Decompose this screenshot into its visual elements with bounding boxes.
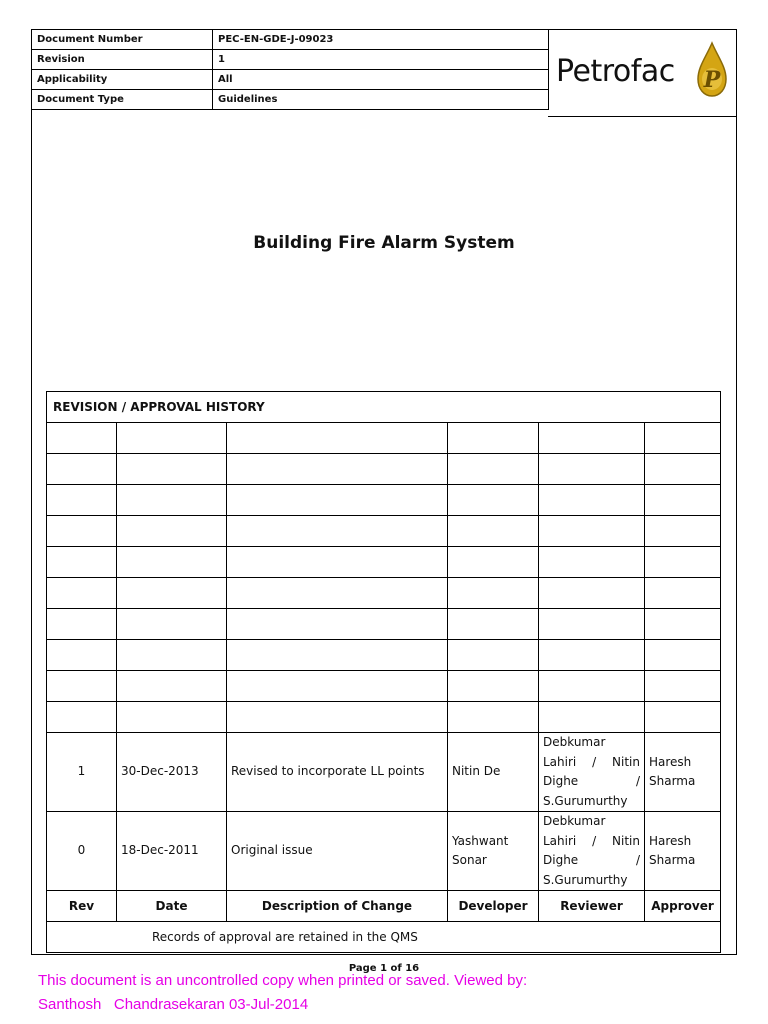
oil-drop-logo-icon: [694, 41, 730, 99]
reviewer-line: Dighe /: [543, 853, 640, 867]
column-header-date: Date: [117, 891, 227, 922]
reviewer-line: Lahiri / Nitin: [543, 754, 640, 769]
reviewer-cell: [539, 812, 645, 891]
blank-row: [47, 516, 721, 547]
info-value: All: [213, 70, 549, 90]
blank-row: [47, 578, 721, 609]
approver-line: Haresh: [649, 833, 692, 848]
reviewer-cell: [539, 733, 645, 812]
approval-note-row: [47, 922, 721, 953]
column-header-reviewer: Reviewer: [539, 891, 645, 922]
column-header-description: Description of Change: [227, 891, 448, 922]
rev-cell: 0: [47, 812, 117, 891]
reviewer-line: Debkumar: [543, 814, 606, 828]
developer-cell: Nitin De: [448, 733, 539, 812]
approver-cell: [645, 812, 721, 891]
petrofac-logo: [548, 29, 737, 117]
approver-line: Haresh: [649, 754, 692, 769]
revision-history-title-row: [47, 392, 721, 423]
column-header-rev: Rev: [47, 891, 117, 922]
column-header-developer: Developer: [448, 891, 539, 922]
info-label: Applicability: [32, 70, 213, 90]
info-label: Document Type: [32, 90, 213, 110]
blank-row: [47, 485, 721, 516]
reviewer-line: Lahiri / Nitin: [543, 833, 640, 848]
blank-row: [47, 547, 721, 578]
developer-cell: [448, 812, 539, 891]
reviewer-line: S.Gurumurthy: [543, 793, 628, 808]
blank-row: [47, 671, 721, 702]
blank-row: [47, 640, 721, 671]
info-value: Guidelines: [213, 90, 549, 110]
logo-letter: P: [703, 67, 721, 93]
page-number: Page 1 of 16: [348, 963, 420, 974]
reviewer-line: S.Gurumurthy: [543, 872, 628, 887]
info-label: Document Number: [32, 30, 213, 50]
document-info-table: [31, 29, 549, 110]
blank-row: [47, 702, 721, 733]
revision-history-title: REVISION / APPROVAL HISTORY: [47, 392, 721, 423]
info-row-revision: [32, 50, 549, 70]
viewer-stamp: Santhosh Chandrasekaran 03-Jul-2014: [38, 996, 309, 1013]
reviewer-line: Debkumar: [543, 735, 606, 749]
info-label: Revision: [32, 50, 213, 70]
info-value: 1: [213, 50, 549, 70]
revision-row-0: [47, 812, 721, 891]
blank-row: [47, 454, 721, 485]
reviewer-line: Dighe /: [543, 774, 640, 788]
description-cell: Revised to incorporate LL points: [227, 733, 448, 812]
developer-line: Sonar: [452, 853, 487, 867]
logo-wordmark: Petrofac: [556, 54, 675, 89]
uncontrolled-copy-notice: This document is an uncontrolled copy when printed or saved. Viewed by:: [38, 972, 528, 989]
blank-row: [47, 609, 721, 640]
description-cell: Original issue: [227, 812, 448, 891]
approver-line: Sharma: [649, 774, 696, 788]
column-header-row: [47, 891, 721, 922]
approval-note: Records of approval are retained in the QMS: [47, 922, 721, 953]
revision-row-1: [47, 733, 721, 812]
rev-cell: 1: [47, 733, 117, 812]
column-header-approver: Approver: [645, 891, 721, 922]
approver-cell: [645, 733, 721, 812]
revision-history-table: [46, 391, 721, 953]
info-row-document-type: [32, 90, 549, 110]
info-row-applicability: [32, 70, 549, 90]
date-cell: 18-Dec-2011: [117, 812, 227, 891]
info-value: PEC-EN-GDE-J-09023: [213, 30, 549, 50]
developer-line: Yashwant: [452, 833, 509, 848]
date-cell: 30-Dec-2013: [117, 733, 227, 812]
approver-line: Sharma: [649, 853, 696, 867]
blank-row: [47, 423, 721, 454]
info-row-document-number: [32, 30, 549, 50]
document-title: Building Fire Alarm System: [253, 233, 515, 253]
